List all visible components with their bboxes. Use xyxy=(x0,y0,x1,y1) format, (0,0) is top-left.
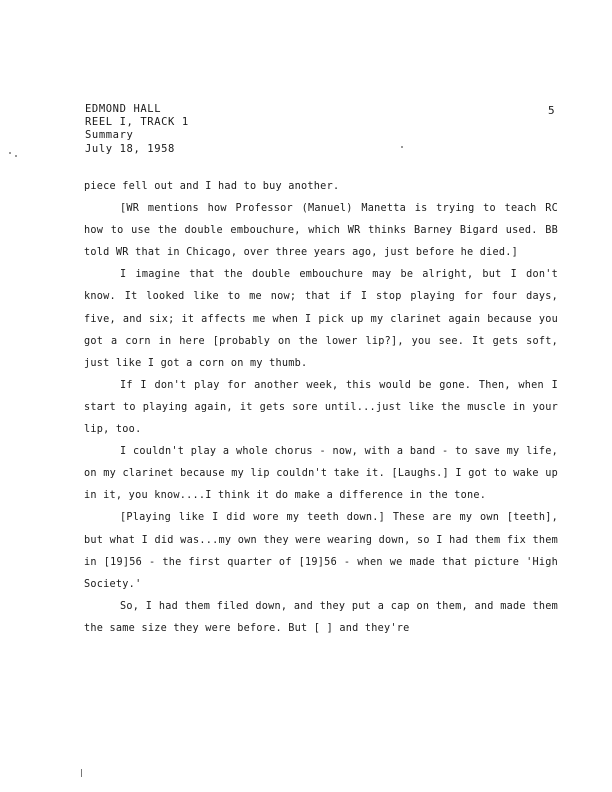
paragraph-4: If I don't play for another week, this would be gone. Then, when I start to playing again, it gets sore until...just like the muscle in your lip, too. xyxy=(84,379,558,436)
scan-speck xyxy=(81,769,82,777)
reel-track: REEL I, TRACK 1 xyxy=(85,116,189,129)
page-number: 5 xyxy=(548,104,555,117)
document-type: Summary xyxy=(85,129,134,142)
paragraph-1: piece fell out and I had to buy another. xyxy=(84,181,340,192)
interview-date: July 18, 1958 xyxy=(85,142,175,155)
paragraph-6: [Playing like I did wore my teeth down.] These are my own [teeth], but what I did was...my own they were wearing down, so I had them fix them in [19]56 - the first quarter of [19]56 - when we made that picture 'High Society.' xyxy=(84,512,558,590)
scan-speck xyxy=(15,155,17,157)
paragraph-2: [WR mentions how Professor (Manuel) Manetta is trying to teach RC how to use the double embouchure, which WR thinks Barney Bigard used. BB told WR that in Chicago, over three years ago, just before he died.] xyxy=(84,203,558,259)
interviewee-name: EDMOND HALL xyxy=(85,103,162,115)
scan-speck xyxy=(401,146,403,148)
scan-speck xyxy=(9,152,11,154)
paragraph-5: I couldn't play a whole chorus - now, with a band - to save my life, on my clarinet because my lip couldn't take it. [Laughs.] I got to wake up in it, you know....I think it do make a difference in the tone. xyxy=(84,446,558,502)
document-header xyxy=(85,103,189,156)
paragraph-3: I imagine that the double embouchure may be alright, but I don't know. It looked like to me now; that if I stop playing for four days, five, and six; it affects me when I pick up my clarinet again because you got a corn in here [probably on the lower lip?], you see. It gets soft, just like I got a corn on my thumb. xyxy=(84,269,558,369)
transcript-body xyxy=(84,176,558,640)
paragraph-7: So, I had them filed down, and they put a cap on them, and made them the same size they were before. But [ ] and they're xyxy=(84,600,558,634)
